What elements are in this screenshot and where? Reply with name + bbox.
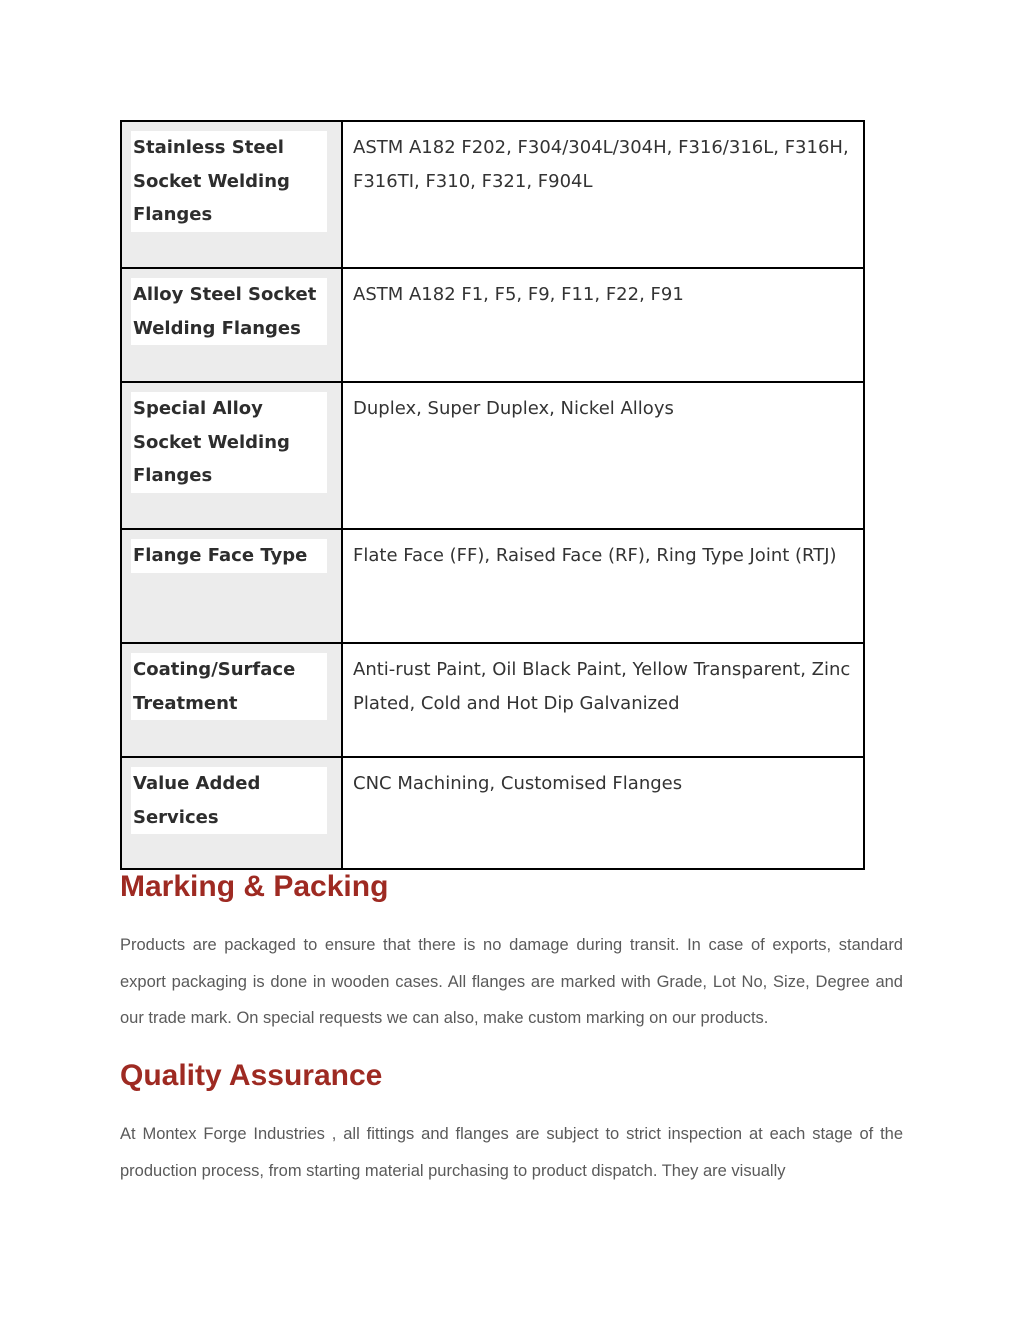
quality-assurance-heading: Quality Assurance [120,1059,383,1092]
row-label: Value Added Services [131,767,327,834]
row-value: Flate Face (FF), Raised Face (RF), Ring Type Joint (RTJ) [342,529,864,643]
row-label: Coating/Surface Treatment [131,653,327,720]
row-value: Anti-rust Paint, Oil Black Paint, Yellow Transparent, Zinc Plated, Cold and Hot Dip Galvanized [342,643,864,757]
row-label-cell [121,121,342,268]
row-value: ASTM A182 F1, F5, F9, F11, F22, F91 [342,268,864,382]
row-label-cell [121,268,342,382]
row-label: Stainless Steel Socket Welding Flanges [131,131,327,232]
row-label-cell [121,529,342,643]
table-row [121,529,864,643]
table-row [121,643,864,757]
row-value: CNC Machining, Customised Flanges [342,757,864,869]
row-value: ASTM A182 F202, F304/304L/304H, F316/316L, F316H, F316TI, F310, F321, F904L [342,121,864,268]
row-label-cell [121,757,342,869]
row-label: Alloy Steel Socket Welding Flanges [131,278,327,345]
marking-packing-paragraph: Products are packaged to ensure that there is no damage during transit. In case of exports, standard export packaging is done in wooden cases. All flanges are marked with Grade, Lot No, Size, Degree and our trade mark. On special requests we can also, make custom marking on our products. [120,936,903,1027]
table-row [121,121,864,268]
table-row [121,757,864,869]
row-label-cell [121,643,342,757]
row-label-cell [121,382,342,529]
row-label: Flange Face Type [131,539,327,573]
specification-table [120,120,865,870]
marking-packing-heading: Marking & Packing [120,870,389,903]
table-row [121,268,864,382]
row-value: Duplex, Super Duplex, Nickel Alloys [342,382,864,529]
row-label: Special Alloy Socket Welding Flanges [131,392,327,493]
quality-assurance-paragraph: At Montex Forge Industries , all fittings and flanges are subject to strict inspection at each stage of the production process, from starting material purchasing to product dispatch. They are visually [120,1125,903,1180]
table-row [121,382,864,529]
